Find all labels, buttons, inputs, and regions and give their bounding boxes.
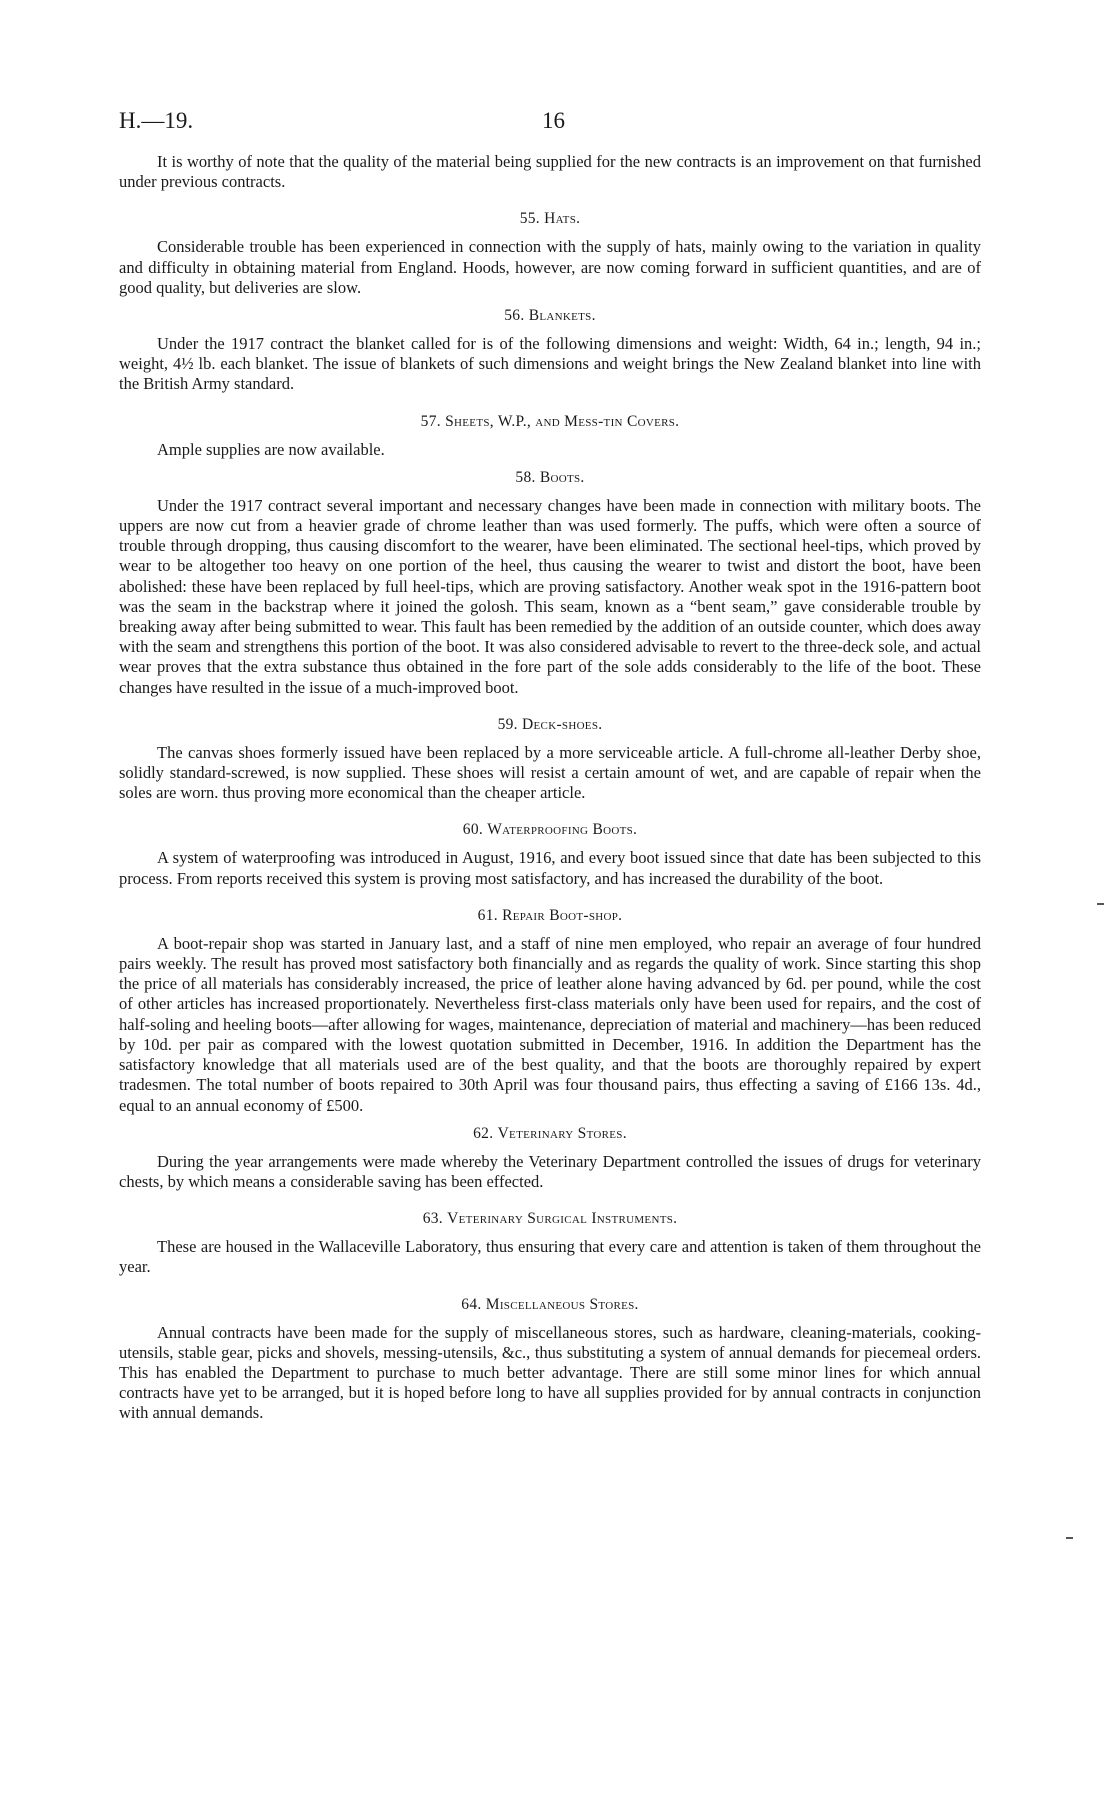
section-paragraph-59: The canvas shoes formerly issued have been replaced by a more serviceable article. A full-chrome all-leather Derby shoe, solidly standard-screwed, is now supplied. These shoes will resist a certain amount of wet, and are capable of repair when the soles are worn. thus proving more economical than the cheaper article. [119, 742, 981, 803]
section-heading-55: 55. Hats. [519, 210, 581, 228]
section-paragraph-55: Considerable trouble has been experienced in connection with the supply of hats, mainly owing to the variation in quality and difficulty in obtaining material from England. Hoods, however, are now coming forward in sufficient quantities, and are of good quality, but deliveries are slow. [119, 237, 981, 297]
intro-paragraph: It is worthy of note that the quality of the material being supplied for the new contracts is an improvement on that furnished under previous contracts. [119, 152, 981, 192]
section-paragraph-63: These are housed in the Wallaceville Laboratory, thus ensuring that every care and attention is taken of them throughout the year. [119, 1237, 981, 1277]
section-heading-64: 64. Miscellaneous Stores. [461, 1295, 639, 1313]
section-paragraph-61: A boot-repair shop was started in January last, and a staff of nine men employed, who repair an average of four hundred pairs weekly. The result has proved most satisfactory both financially and as regards the quality of work. Since starting this shop the price of all materials has considerably increased, the price of leather alone having advanced by 6d. per pound, while the cost of other articles has increased proportionately. Nevertheless first-class materials only have been used for repairs, and the cost of half-soling and heeling boots—after allowing for wages, maintenance, depreciation of material and machinery—has been reduced by 10d. per pair as compared with the lowest quotation submitted in December, 1916. In addition the Department has the satisfactory knowledge that all materials used are of the best quality, and that the boots are thoroughly repaired by expert tradesmen. The total number of boots repaired to 30th April was four thousand pairs, thus effecting a saving of £166 13s. 4d., equal to an annual economy of £500. [119, 933, 981, 1115]
section-paragraph-57: Ample supplies are now available. [157, 439, 385, 459]
section-heading-60: 60. Waterproofing Boots. [462, 821, 638, 839]
running-header [119, 108, 981, 144]
section-heading-57: 57. Sheets, W.P., and Mess-tin Covers. [420, 412, 680, 430]
section-heading-61: 61. Repair Boot-shop. [477, 906, 623, 924]
document-page [119, 108, 981, 1424]
section-heading-59: 59. Deck-shoes. [497, 715, 603, 733]
section-paragraph-58: Under the 1917 contract several important and necessary changes have been made in connection with military boots. The uppers are now cut from a heavier grade of chrome leather than was used formerly. The puffs, which were often a source of trouble through dropping, thus causing discomfort to the wearer, have been eliminated. The sectional heel-tips, which proved by wear to be altogether too heavy on one portion of the heel, thus causing the wearer to twist and distort the boot, have been abolished: these have been replaced by full heel-tips, which are proving satisfactory. Another weak spot in the 1916-pattern boot was the seam in the backstrap where it joined the golosh. This seam, known as a “bent seam,” gave considerable trouble by breaking away after being submitted to wear. This fault has been remedied by the addition of an outside counter, which does away with the seam and strengthens this portion of the boot. It was also considered advisable to revert to the three-deck sole, and actual wear proves that the extra substance thus obtained in the fore part of the sole adds considerably to the life of the boot. These changes have resulted in the issue of a much-improved boot. [119, 495, 981, 697]
margin-mark [1097, 903, 1104, 905]
section-paragraph-60: A system of waterproofing was introduced in August, 1916, and every boot issued since that date has been subjected to this process. From reports received this system is proving most satisfactory, and has increased the durability of the boot. [119, 848, 981, 888]
section-paragraph-56: Under the 1917 contract the blanket called for is of the following dimensions and weight: Width, 64 in.; length, 94 in.; weight, 4½ lb. each blanket. The issue of blankets of such dimensions and weight brings the New Zealand blanket into line with the British Army standard. [119, 334, 981, 394]
margin-mark [1066, 1537, 1073, 1539]
section-heading-58: 58. Boots. [515, 468, 585, 486]
document-reference: H.—19. [119, 108, 194, 133]
page-number: 16 [542, 108, 565, 133]
section-heading-62: 62. Veterinary Stores. [473, 1124, 627, 1142]
section-paragraph-64: Annual contracts have been made for the supply of miscellaneous stores, such as hardware, cleaning-materials, cooking-utensils, stable gear, picks and shovels, messing-utensils, &c., thus substituting a system of annual demands for piecemeal orders. This has enabled the Department to purchase to much better advantage. There are still some minor lines for which annual contracts have yet to be arranged, but it is hoped before long to have all supplies provided for by annual contracts in conjunction with annual demands. [119, 1322, 981, 1423]
section-heading-63: 63. Veterinary Surgical Instruments. [422, 1210, 678, 1228]
section-heading-56: 56. Blankets. [504, 307, 596, 325]
section-paragraph-62: During the year arrangements were made whereby the Veterinary Department controlled the issues of drugs for veterinary chests, by which means a considerable saving has been effected. [119, 1151, 981, 1191]
